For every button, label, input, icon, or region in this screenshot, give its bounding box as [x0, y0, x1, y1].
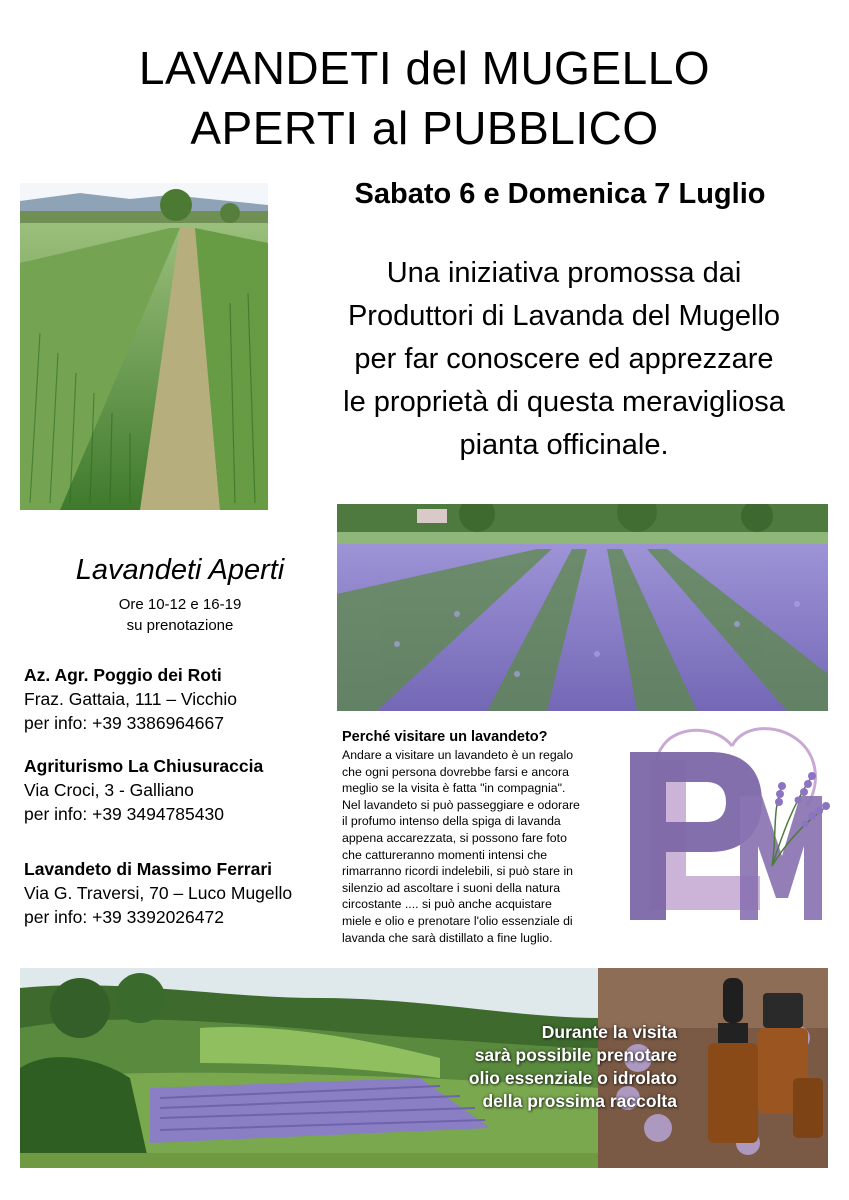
booking-note-line: olio essenziale o idrolato: [468, 1068, 677, 1088]
why-visit-line: che cattureranno momenti intensi che: [342, 847, 548, 862]
booking-note: [377, 1021, 677, 1113]
farm-name: Agriturismo La Chiusuraccia: [24, 756, 264, 776]
why-visit-line: appena accarezzata, si possono fare foto: [342, 830, 567, 845]
why-visit-line: rimarranno ricordi indelebili, si può stare in: [342, 864, 574, 879]
intro-paragraph: [290, 252, 838, 467]
open-fields-hours: Ore 10-12 e 16-19: [118, 596, 242, 613]
intro-line: Una iniziativa promossa dai: [386, 257, 742, 289]
why-visit-line: Andare a visitare un lavandeto è un regalo: [342, 748, 574, 762]
open-fields-title: Lavandeti Aperti: [75, 554, 285, 586]
farm-phone: per info: +39 3392026472: [24, 907, 224, 927]
booking-note-line: della prossima raccolta: [482, 1091, 677, 1111]
farm-phone: per info: +39 3494785430: [24, 804, 224, 824]
intro-line: per far conoscere ed apprezzare: [354, 343, 774, 375]
open-fields-booking: su prenotazione: [126, 617, 234, 634]
why-visit-line: meglio se la visita è fatta "in compagnia".: [342, 781, 566, 796]
why-visit-line: il profumo intenso della spiga di lavanda: [342, 814, 561, 829]
farm-address: Fraz. Gattaia, 111 – Vicchio: [24, 689, 238, 709]
farm-address: Via G. Traversi, 70 – Luco Mugello: [24, 883, 293, 903]
event-dates: Sabato 6 e Domenica 7 Luglio: [354, 178, 766, 210]
open-fields-hours-block: [30, 594, 330, 636]
farm-entry: [24, 754, 344, 826]
why-visit-line: miele e olio e prenotare l'olio essenziale di: [342, 913, 573, 928]
intro-line: Produttori di Lavanda del Mugello: [347, 300, 781, 332]
farm-address: Via Croci, 3 - Galliano: [24, 780, 194, 800]
why-visit-line: che ogni persona dovrebbe farsi e ancora: [342, 764, 569, 779]
page-title-line2: APERTI al PUBBLICO: [190, 102, 659, 154]
why-visit-line: circostante .... si può anche acquistare: [342, 897, 552, 912]
why-visit-line: silenzio ad ascoltare i suoni della natura: [342, 880, 561, 895]
farm-name: Lavandeto di Massimo Ferrari: [24, 859, 272, 879]
booking-note-line: Durante la visita: [541, 1022, 677, 1042]
why-visit-section: [342, 727, 624, 946]
page-title-line1: LAVANDETI del MUGELLO: [138, 42, 711, 94]
intro-line: le proprietà di questa meravigliosa: [343, 386, 785, 418]
booking-note-line: sarà possibile prenotare: [474, 1045, 677, 1065]
producers-logo: [622, 726, 830, 924]
lavender-field-photo: [337, 504, 828, 711]
why-visit-heading: Perché visitare un lavandeto?: [342, 729, 548, 745]
farm-name: Az. Agr. Poggio dei Roti: [24, 665, 222, 685]
why-visit-line: lavanda che sarà distillato a fine luglio.: [342, 930, 553, 945]
intro-line: pianta officinale.: [459, 429, 669, 461]
why-visit-line: Nel lavandeto si può passeggiare e odorare: [342, 797, 580, 812]
lavender-rows-photo: [20, 183, 268, 510]
farm-entry: [24, 663, 344, 735]
farm-entry: [24, 857, 344, 929]
farm-phone: per info: +39 3386964667: [24, 713, 224, 733]
